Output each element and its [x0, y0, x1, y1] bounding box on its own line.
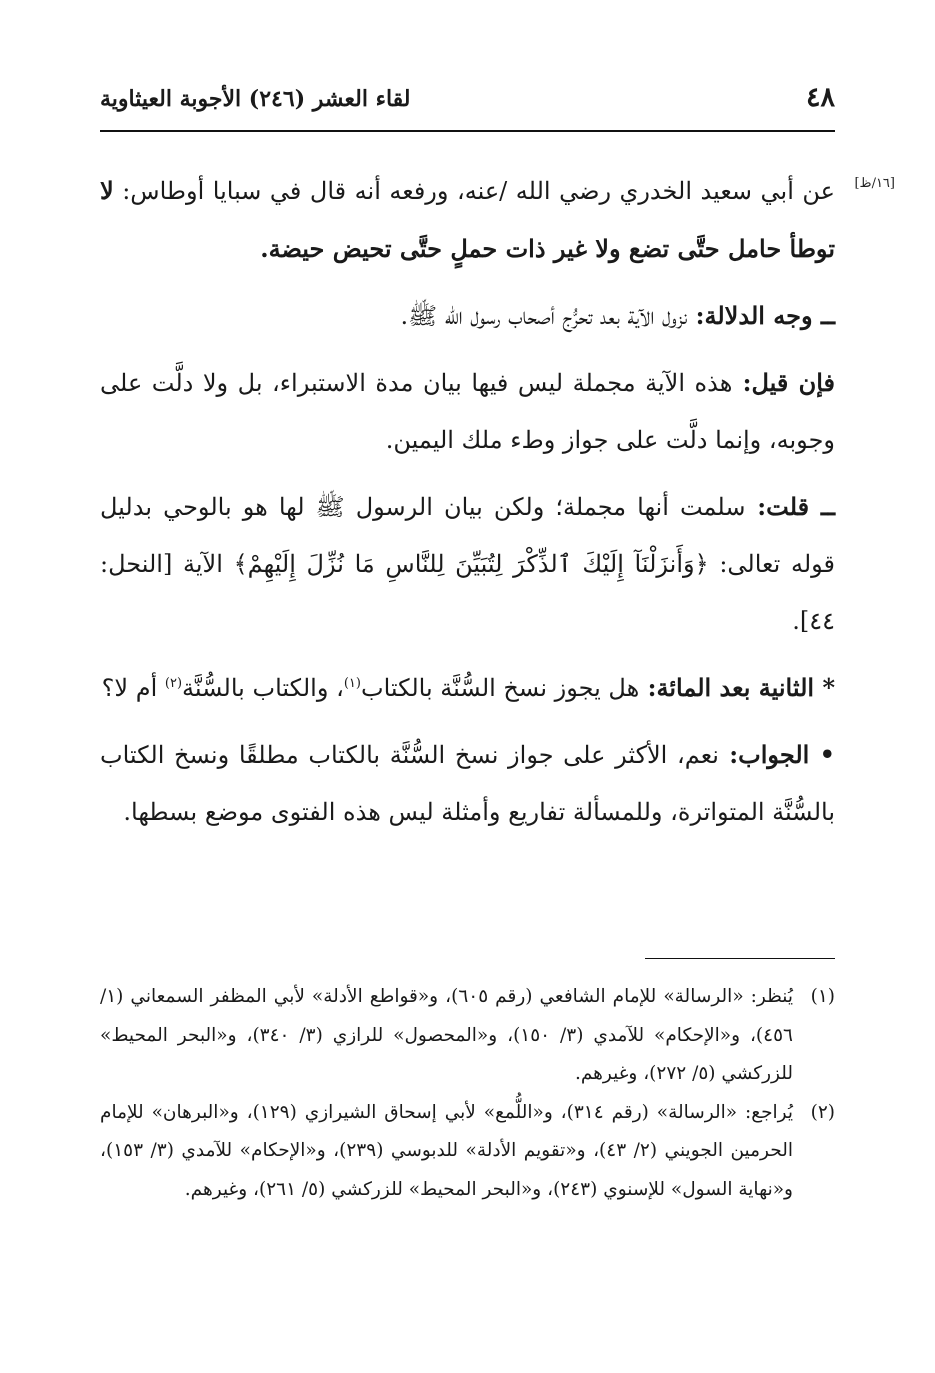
- header-rule: [100, 130, 835, 132]
- paragraph-hadith: [100, 162, 835, 278]
- question-text-c: أم لا؟: [101, 674, 165, 702]
- footnote-number: (١): [810, 986, 835, 1007]
- hadith-text: لا توطأ حامل حتَّى تضع ولا غير ذات حملٍ حتَّى تحيض حيضة.: [100, 176, 835, 263]
- question-heading: * الثانية بعد المائة:: [639, 673, 835, 702]
- running-title: لقاء العشر (٢٤٦) الأجوبة العيثاوية: [100, 86, 411, 112]
- footnote-text: يُراجع: «الرسالة» (رقم ٣١٤)، و«اللُّمع» لأبي إسحاق الشيرازي (١٢٩)، و«البرهان» للإمام الحرمين الجويني (٢/ ٤٣)، و«تقويم الأدلة» للدبوسي (٢٣٩)، و«الإحكام» للآمدي (٣/ ١٥٣)، و«نهاية السول» للإسنوي (٢٤٣)، و«البحر المحيط» للزركشي (٥/ ٢٦١)، وغيرهم.: [100, 1101, 794, 1200]
- main-text: [100, 162, 895, 850]
- footnote: [100, 1094, 835, 1210]
- answer-text: نعم، الأكثر على جواز نسخ السُّنَّة بالكتاب مطلقًا ونسخ الكتاب بالسُّنَّة المتواترة، وللمسألة تفاريع وأمثلة ليس هذه الفتوى موضع بسطها.: [100, 741, 835, 826]
- objection-heading: فإن قيل:: [732, 368, 836, 397]
- footnote-ref-2[interactable]: (٢): [164, 676, 183, 691]
- page-header: [100, 82, 835, 126]
- page-number: ٤٨: [805, 82, 835, 113]
- hadith-intro: عن أبي سعيد الخدري رضي الله /عنه، ورفعه أنه قال في سبايا أوطاس:: [113, 177, 835, 205]
- footnote: [100, 978, 835, 1094]
- question-text-b: ، والكتاب بالسُّنَّة: [182, 674, 344, 702]
- manuscript-folio-marker: [١٦/ظ]: [854, 176, 895, 191]
- objection-text: هذه الآية مجملة ليس فيها بيان مدة الاستبراء، بل ولا دلَّت على وجوبه، وإنما دلَّت على جواز وطء ملك اليمين.: [100, 369, 835, 454]
- paragraph-reply: [100, 478, 835, 650]
- evidence-heading: ــ وجه الدلالة:: [687, 301, 835, 330]
- paragraph-objection: [100, 354, 835, 469]
- evidence-text: نزول الآية بعد تحرُّج أصحاب رسول الله ﷺ.: [400, 302, 688, 330]
- answer-heading: • الجواب:: [718, 740, 835, 769]
- footnote-rule: [645, 958, 835, 959]
- question-text-a: هل يجوز نسخ السُّنَّة بالكتاب: [360, 674, 640, 702]
- footnote-text: يُنظر: «الرسالة» للإمام الشافعي (رقم ٦٠٥)، و«قواطع الأدلة» لأبي المظفر السمعاني (١/ ٤٥٦)، و«الإحكام» للآمدي (٣/ ١٥٠)، و«المحصول» للرازي (٣/ ٣٤٠)، و«البحر المحيط» للزركشي (٥/ ٢٧٢)، وغيرهم.: [100, 986, 794, 1084]
- quran-verse: ﴿وَأَنزَلْنَآ إِلَيْكَ ٱلذِّكْرَ لِتُبَيِّنَ لِلنَّاسِ مَا نُزِّلَ إِلَيْهِمْ﴾: [233, 550, 709, 578]
- paragraph-answer: [100, 726, 835, 841]
- reply-text: سلمت أنها مجملة؛ ولكن بيان الرسول ﷺ لها هو بالوحي بدليل قوله تعالى:: [100, 493, 835, 578]
- verse-reference: الآية [النحل: ٤٤].: [100, 550, 835, 635]
- footnote-ref-1[interactable]: (١): [343, 676, 361, 691]
- paragraph-evidence: [100, 287, 835, 345]
- footnotes: [100, 978, 835, 1209]
- footnote-number: (٢): [810, 1101, 835, 1123]
- reply-heading: ــ قلت:: [745, 492, 835, 521]
- paragraph-question: [100, 659, 835, 717]
